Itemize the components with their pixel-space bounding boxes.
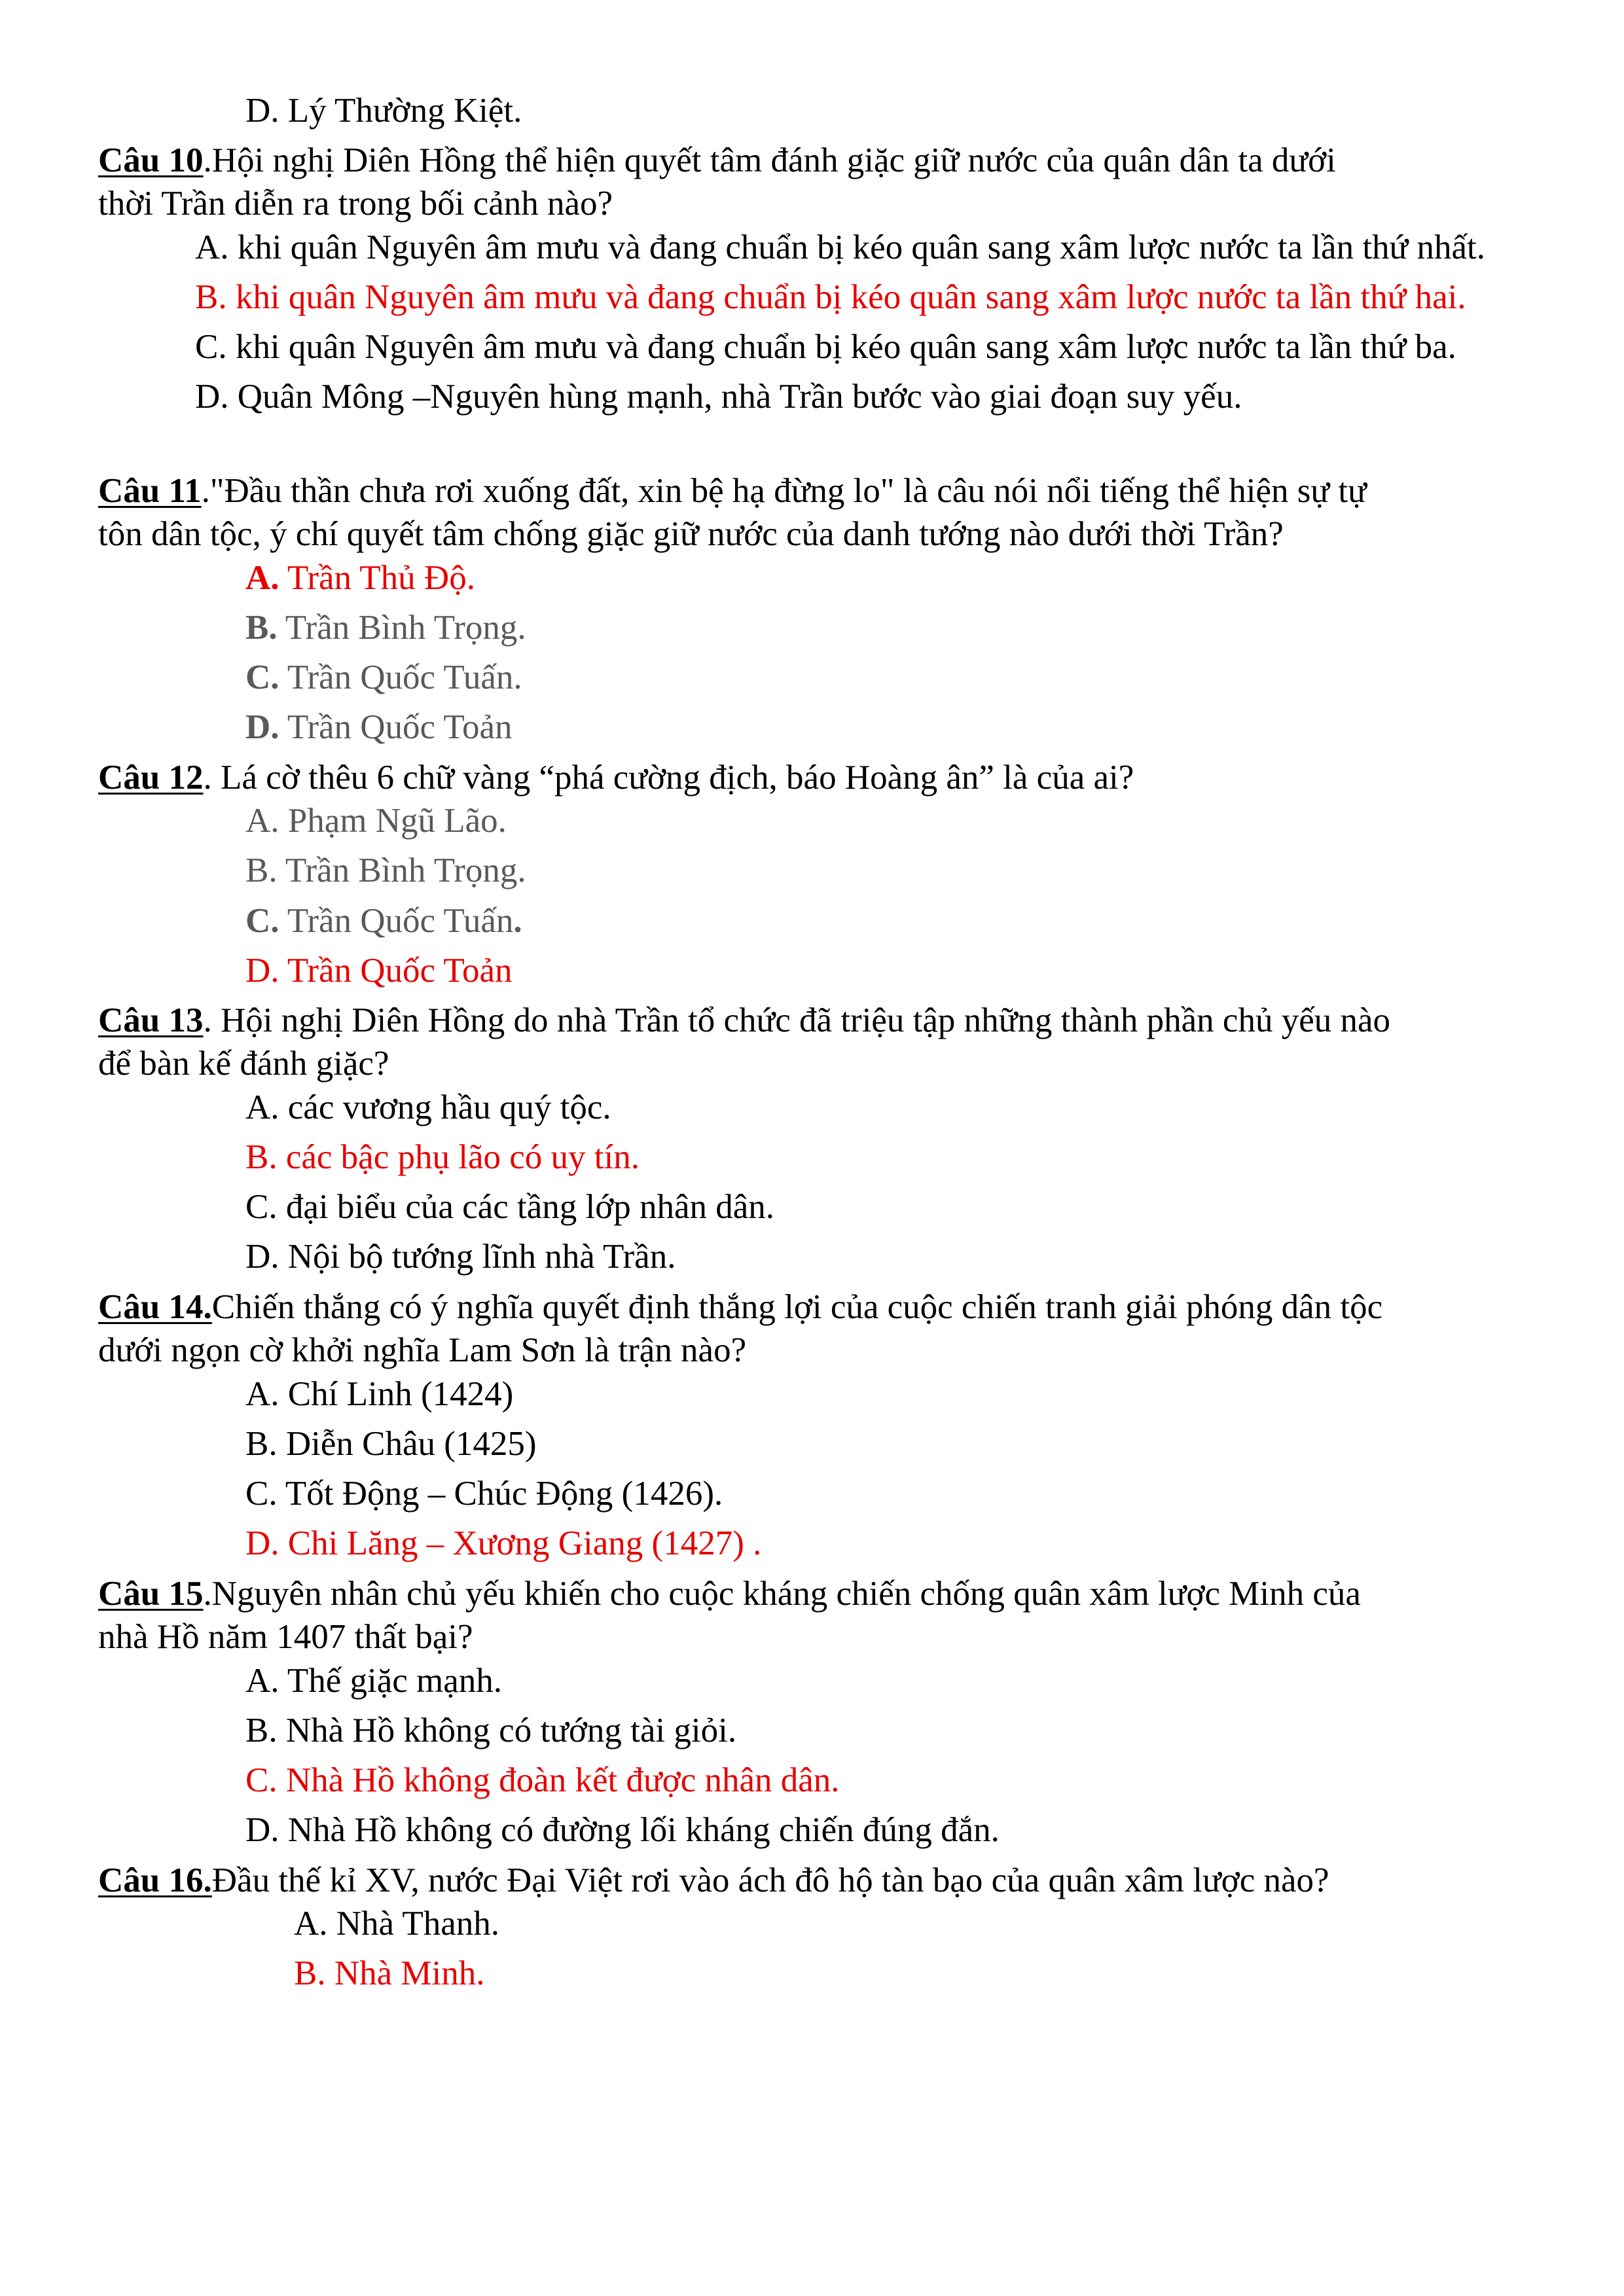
q12-stem-line-1 xyxy=(98,754,1134,801)
q11-option-b xyxy=(245,604,526,651)
q15-text-1: .Nguyên nhân chủ yếu khiến cho cuộc kháng chiến chống quân xâm lược Minh của xyxy=(203,1575,1361,1613)
q14-stem-line-2: dưới ngọn cờ khởi nghĩa Lam Sơn là trận nào? xyxy=(98,1331,747,1369)
q13-text-1: . Hội nghị Diên Hồng do nhà Trần tổ chức đã triệu tập những thành phần chủ yếu nào xyxy=(203,1001,1391,1039)
q9-option-d: D. Lý Thường Kiệt. xyxy=(245,92,522,130)
q11-option-a-text: Trần Thủ Độ. xyxy=(287,559,475,597)
q11-option-c xyxy=(245,654,522,701)
q10-option-d: D. Quân Mông –Nguyên hùng mạnh, nhà Trần bước vào giai đoạn suy yếu. xyxy=(195,378,1242,416)
q11-option-b-letter: B. xyxy=(245,609,278,647)
q12-label: Câu 12 xyxy=(98,759,204,797)
q11-option-d-letter: D. xyxy=(245,708,280,746)
q10-text-1: .Hội nghị Diên Hồng thể hiện quyết tâm đánh giặc giữ nước của quân dân ta dưới xyxy=(203,141,1336,179)
q13-option-c: C. đại biểu của các tầng lớp nhân dân. xyxy=(245,1188,775,1226)
q13-option-b-answer: B. các bậc phụ lão có uy tín. xyxy=(245,1138,640,1176)
q14-option-b: B. Diễn Châu (1425) xyxy=(245,1425,537,1463)
q12-option-c xyxy=(245,897,522,944)
q11-option-d-text: Trần Quốc Toản xyxy=(287,708,513,746)
q16-option-b-answer: B. Nhà Minh. xyxy=(294,1954,485,1992)
q16-option-a: A. Nhà Thanh. xyxy=(294,1905,500,1943)
q11-option-b-text: Trần Bình Trọng. xyxy=(285,609,526,647)
q15-label: Câu 15 xyxy=(98,1575,204,1613)
q12-option-c-text: Trần Quốc Tuấn xyxy=(287,902,514,940)
q10-stem-line-2: thời Trần diễn ra trong bối cảnh nào? xyxy=(98,185,613,223)
q15-stem-line-2: nhà Hồ năm 1407 thất bại? xyxy=(98,1618,473,1656)
q15-option-c-answer: C. Nhà Hồ không đoàn kết được nhân dân. xyxy=(245,1761,840,1799)
q12-option-d-answer: D. Trần Quốc Toản xyxy=(245,952,513,990)
q13-label: Câu 13 xyxy=(98,1001,204,1039)
q14-stem-line-1 xyxy=(98,1283,1382,1331)
q16-label: Câu 16. xyxy=(98,1861,212,1899)
q11-stem-line-2: tôn dân tộc, ý chí quyết tâm chống giặc giữ nước của danh tướng nào dưới thời Trần? xyxy=(98,515,1284,553)
q11-option-a-letter: A. xyxy=(245,559,280,597)
q16-stem-line-1 xyxy=(98,1857,1329,1904)
q14-option-d-answer: D. Chi Lăng – Xương Giang (1427) . xyxy=(245,1524,762,1562)
q12-option-b: B. Trần Bình Trọng. xyxy=(245,852,526,889)
q15-option-b: B. Nhà Hồ không có tướng tài giỏi. xyxy=(245,1712,737,1749)
q15-option-a: A. Thế giặc mạnh. xyxy=(245,1662,502,1700)
q13-option-d: D. Nội bộ tướng lĩnh nhà Trần. xyxy=(245,1238,676,1276)
q11-text-1: ."Đầu thần chưa rơi xuống đất, xin bệ hạ đừng lo" là câu nói nổi tiếng thể hiện sự tự xyxy=(201,472,1367,510)
q14-option-a: A. Chí Linh (1424) xyxy=(245,1375,514,1413)
q13-stem-line-2: để bàn kế đánh giặc? xyxy=(98,1045,389,1083)
q10-option-c: C. khi quân Nguyên âm mưu và đang chuẩn bị kéo quân sang xâm lược nước ta lần thứ ba. xyxy=(195,328,1456,366)
q12-option-a: A. Phạm Ngũ Lão. xyxy=(245,802,507,840)
q11-stem-line-1 xyxy=(98,467,1367,514)
q11-option-c-text: Trần Quốc Tuấn. xyxy=(287,658,522,696)
q14-label: Câu 14. xyxy=(98,1288,212,1326)
q13-stem-line-1 xyxy=(98,997,1390,1044)
q10-option-b-answer: B. khi quân Nguyên âm mưu và đang chuẩn bị kéo quân sang xâm lược nước ta lần thứ hai. xyxy=(195,278,1466,316)
q14-text-1: Chiến thắng có ý nghĩa quyết định thắng lợi của cuộc chiến tranh giải phóng dân tộc xyxy=(211,1288,1383,1326)
q11-option-a-answer xyxy=(245,554,475,601)
q12-text-1: . Lá cờ thêu 6 chữ vàng “phá cường địch, báo Hoàng ân” là của ai? xyxy=(203,759,1134,797)
q10-option-a: A. khi quân Nguyên âm mưu và đang chuẩn bị kéo quân sang xâm lược nước ta lần thứ nhất. xyxy=(195,228,1486,266)
q16-text-1: Đầu thế kỉ XV, nước Đại Việt rơi vào ách đô hộ tàn bạo của quân xâm lược nào? xyxy=(211,1861,1329,1899)
q12-option-c-period: . xyxy=(513,902,522,940)
q10-stem-line-1 xyxy=(98,137,1336,184)
q15-option-d: D. Nhà Hồ không có đường lối kháng chiến đúng đắn. xyxy=(245,1811,1000,1849)
q11-option-d xyxy=(245,704,513,751)
q13-option-a: A. các vương hầu quý tộc. xyxy=(245,1088,611,1126)
q11-option-c-letter: C. xyxy=(245,658,280,696)
q11-label: Câu 11 xyxy=(98,472,202,510)
q12-option-c-letter: C. xyxy=(245,902,280,940)
q14-option-c: C. Tốt Động – Chúc Động (1426). xyxy=(245,1475,723,1513)
q15-stem-line-1 xyxy=(98,1570,1361,1617)
q10-label: Câu 10 xyxy=(98,141,204,179)
